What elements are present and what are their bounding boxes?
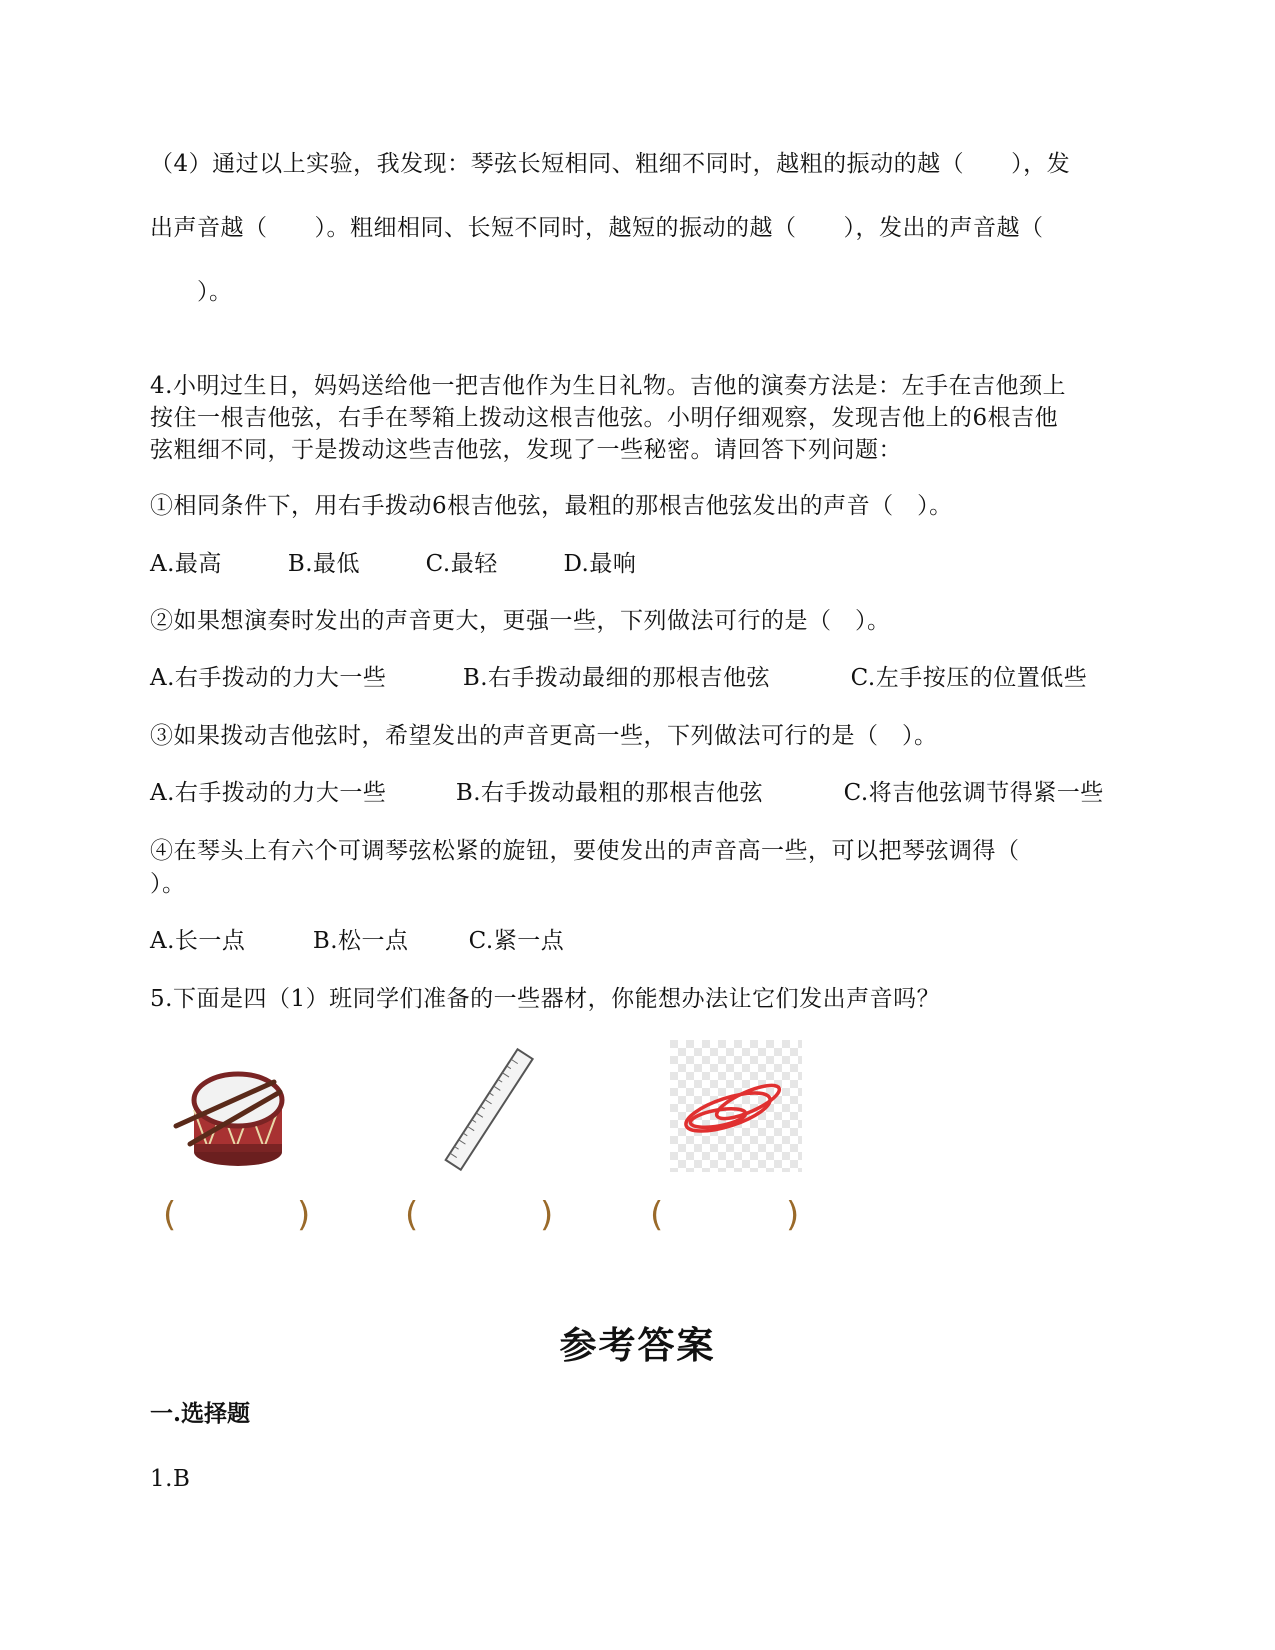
q4-sub4-line1: ④在琴头上有六个可调琴弦松紧的旋钮，要使发出的声音高一些，可以把琴弦调得（ — [150, 838, 1020, 864]
rubber-band-icon — [670, 1040, 810, 1180]
option-a: A.右手拨动的力大一些 — [150, 665, 387, 691]
option-a: A.最高 — [150, 551, 222, 577]
answer-paren-1-open: ( — [163, 1195, 177, 1235]
q4-intro-line2: 按住一根吉他弦，右手在琴箱上拨动这根吉他弦。小明仔细观察，发现吉他上的6根吉他 — [150, 405, 1059, 431]
option-a: A.右手拨动的力大一些 — [150, 780, 387, 806]
answers-title: 参考答案 — [559, 1323, 716, 1367]
option-c: C.将吉他弦调节得紧一些 — [843, 780, 1104, 806]
q3-text-line1: （4）通过以上实验，我发现：琴弦长短相同、粗细不同时，越粗的振动的越（ ），发 — [150, 151, 1071, 177]
q3-text-line3: ）。 — [150, 279, 233, 305]
answer-paren-2-open: ( — [405, 1195, 419, 1235]
q4-sub3-question: ③如果拨动吉他弦时，希望发出的声音更高一些，下列做法可行的是（ ）。 — [150, 723, 938, 749]
q4-sub2-options — [150, 662, 1087, 694]
option-d: D.最响 — [563, 551, 637, 577]
q4-sub1-question: ①相同条件下，用右手拨动6根吉他弦，最粗的那根吉他弦发出的声音（ ）。 — [150, 493, 953, 519]
answer-paren-3-open: ( — [650, 1195, 664, 1235]
ruler-icon — [420, 1040, 560, 1180]
q4-intro-line3: 弦粗细不同，于是拨动这些吉他弦，发现了一些秘密。请回答下列问题： — [150, 437, 902, 463]
option-b: B.松一点 — [312, 928, 409, 954]
q4-sub1-options — [150, 548, 636, 580]
answer-paren-3-close: ) — [786, 1195, 800, 1235]
q3-text-line2: 出声音越（ ）。粗细相同、长短不同时，越短的振动的越（ ），发出的声音越（ — [150, 215, 1044, 241]
q4-sub3-options — [150, 777, 1104, 809]
q4-sub4-options — [150, 925, 564, 957]
option-b: B.右手拨动最细的那根吉他弦 — [462, 665, 771, 691]
q5-question: 5.下面是四（1）班同学们准备的一些器材，你能想办法让它们发出声音吗？ — [150, 986, 941, 1012]
option-c: C.左手按压的位置低些 — [850, 665, 1088, 691]
q4-intro-line1: 4.小明过生日，妈妈送给他一把吉他作为生日礼物。吉他的演奏方法是：左手在吉他颈上 — [150, 373, 1066, 399]
drum-icon — [168, 1040, 308, 1180]
option-b: B.最低 — [287, 551, 361, 577]
option-a: A.长一点 — [150, 928, 246, 954]
q4-sub4-line2: ）。 — [150, 871, 186, 897]
option-b: B.右手拨动最粗的那根吉他弦 — [455, 780, 764, 806]
q4-sub2-question: ②如果想演奏时发出的声音更大，更强一些，下列做法可行的是（ ）。 — [150, 608, 891, 634]
answer-paren-1-close: ) — [297, 1195, 311, 1235]
answer-paren-2-close: ) — [540, 1195, 554, 1235]
answer-item-1: 1.B — [150, 1466, 191, 1492]
answers-section-heading: 一.选择题 — [150, 1400, 251, 1427]
option-c: C.最轻 — [425, 551, 498, 577]
option-c: C.紧一点 — [468, 928, 565, 954]
